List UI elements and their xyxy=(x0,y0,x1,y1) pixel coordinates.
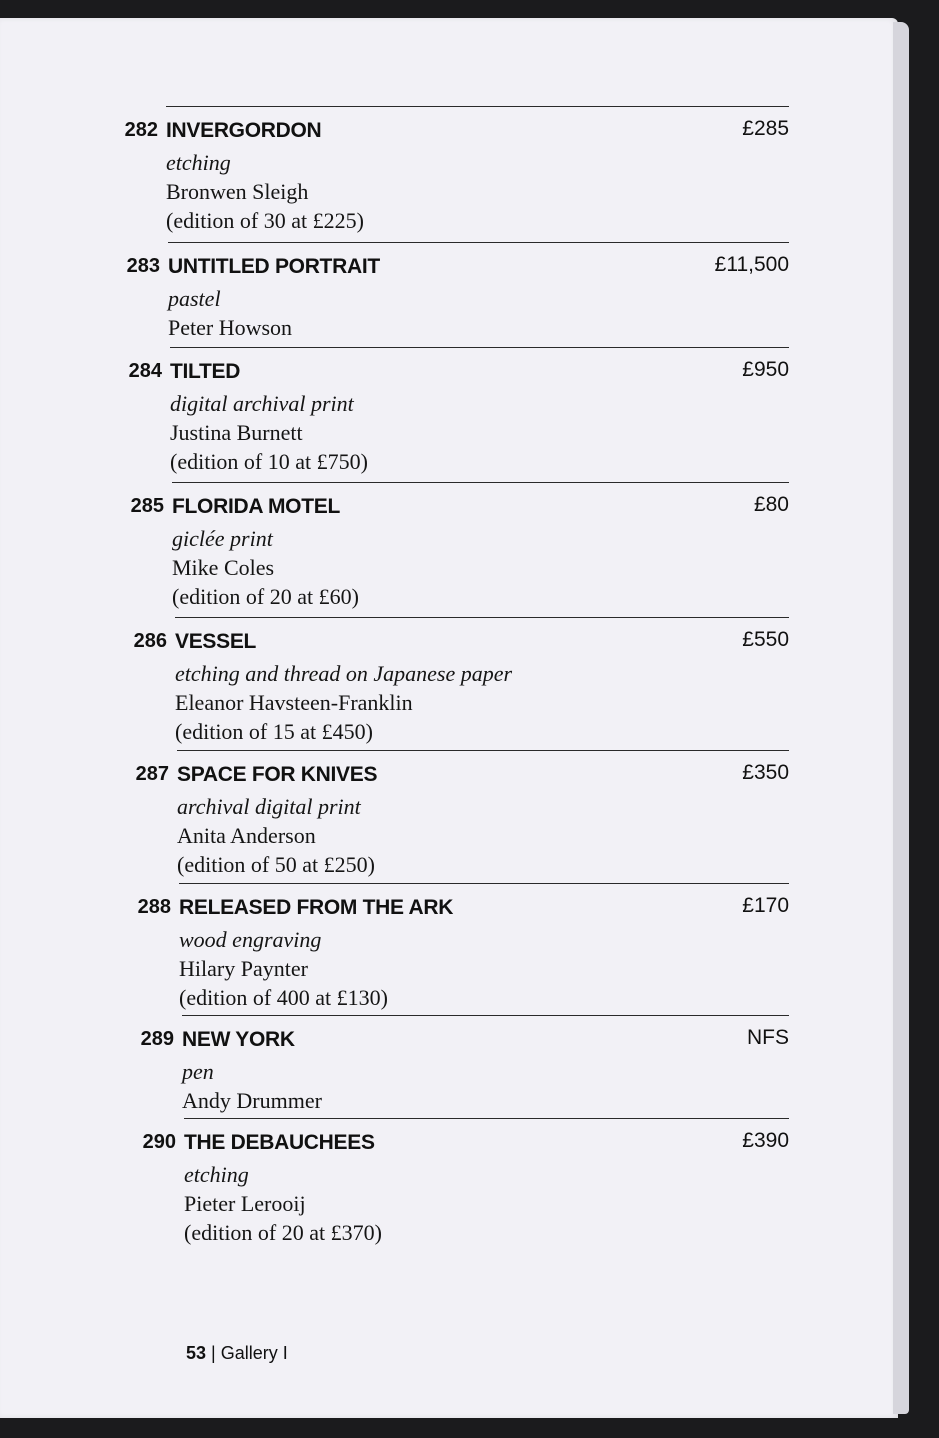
entry-number: 283 xyxy=(126,255,160,277)
page-number: 53 xyxy=(186,1343,207,1363)
entry-title: THE DEBAUCHEES xyxy=(184,1131,375,1154)
entry-number: 282 xyxy=(124,119,158,141)
entry-edition: (edition of 15 at £450) xyxy=(175,719,373,744)
entry-artist: Eleanor Havsteen-Franklin xyxy=(175,690,413,715)
entry-number: 289 xyxy=(140,1028,174,1050)
entry-number: 286 xyxy=(133,630,167,652)
entry-medium: giclée print xyxy=(172,526,273,551)
entry-edition: (edition of 50 at £250) xyxy=(177,852,375,877)
entry-edition: (edition of 20 at £60) xyxy=(172,584,359,609)
catalogue-entry xyxy=(130,482,789,609)
entry-medium: digital archival print xyxy=(170,391,354,416)
entry-price: £350 xyxy=(742,761,789,784)
entry-artist: Bronwen Sleigh xyxy=(166,179,309,204)
entry-title: UNTITLED PORTRAIT xyxy=(168,255,380,278)
entry-price: £80 xyxy=(753,493,789,516)
entry-medium: wood engraving xyxy=(179,927,322,952)
entry-edition: (edition of 20 at £370) xyxy=(184,1220,382,1245)
entry-title: NEW YORK xyxy=(182,1028,295,1051)
entry-title: SPACE FOR KNIVES xyxy=(177,763,378,786)
entry-edition: (edition of 400 at £130) xyxy=(179,985,388,1010)
entry-artist: Anita Anderson xyxy=(177,823,316,848)
entry-medium: pastel xyxy=(168,286,221,311)
entry-medium: pen xyxy=(182,1059,214,1084)
entry-price: £285 xyxy=(742,117,789,140)
entry-artist: Andy Drummer xyxy=(182,1088,322,1113)
entry-number: 288 xyxy=(137,896,171,918)
entry-title: TILTED xyxy=(170,360,241,383)
entry-price: NFS xyxy=(747,1026,789,1049)
entry-edition: (edition of 10 at £750) xyxy=(170,449,368,474)
entry-medium: etching xyxy=(166,150,231,175)
catalogue-entry xyxy=(135,750,789,877)
entry-price: £11,500 xyxy=(714,253,789,276)
entry-price: £390 xyxy=(742,1129,789,1152)
entry-price: £170 xyxy=(742,894,789,917)
entry-number: 287 xyxy=(135,763,169,785)
page-edge xyxy=(893,22,909,1414)
catalogue-entry xyxy=(128,347,789,474)
entry-title: INVERGORDON xyxy=(166,119,322,142)
section-name: | Gallery I xyxy=(211,1343,288,1363)
entry-artist: Pieter Lerooij xyxy=(184,1191,306,1216)
entry-artist: Peter Howson xyxy=(168,315,293,340)
entry-medium: archival digital print xyxy=(177,794,361,819)
entry-title: FLORIDA MOTEL xyxy=(172,495,340,518)
entry-title: VESSEL xyxy=(175,630,257,653)
entry-title: RELEASED FROM THE ARK xyxy=(179,896,454,919)
catalogue-entry xyxy=(133,617,789,744)
catalogue-entry xyxy=(142,1118,789,1245)
entry-artist: Mike Coles xyxy=(172,555,275,580)
entry-artist: Hilary Paynter xyxy=(179,956,308,981)
entry-number: 285 xyxy=(130,495,164,517)
entry-medium: etching xyxy=(184,1162,249,1187)
entry-medium: etching and thread on Japanese paper xyxy=(175,661,513,686)
entry-number: 284 xyxy=(128,360,162,382)
entry-artist: Justina Burnett xyxy=(170,420,303,445)
entry-price: £550 xyxy=(742,628,789,651)
entry-number: 290 xyxy=(142,1131,176,1153)
page-footer xyxy=(186,1343,288,1364)
catalogue-entry xyxy=(124,106,789,233)
entry-edition: (edition of 30 at £225) xyxy=(166,208,364,233)
catalogue-entry xyxy=(137,883,789,1010)
entry-price: £950 xyxy=(742,358,789,381)
